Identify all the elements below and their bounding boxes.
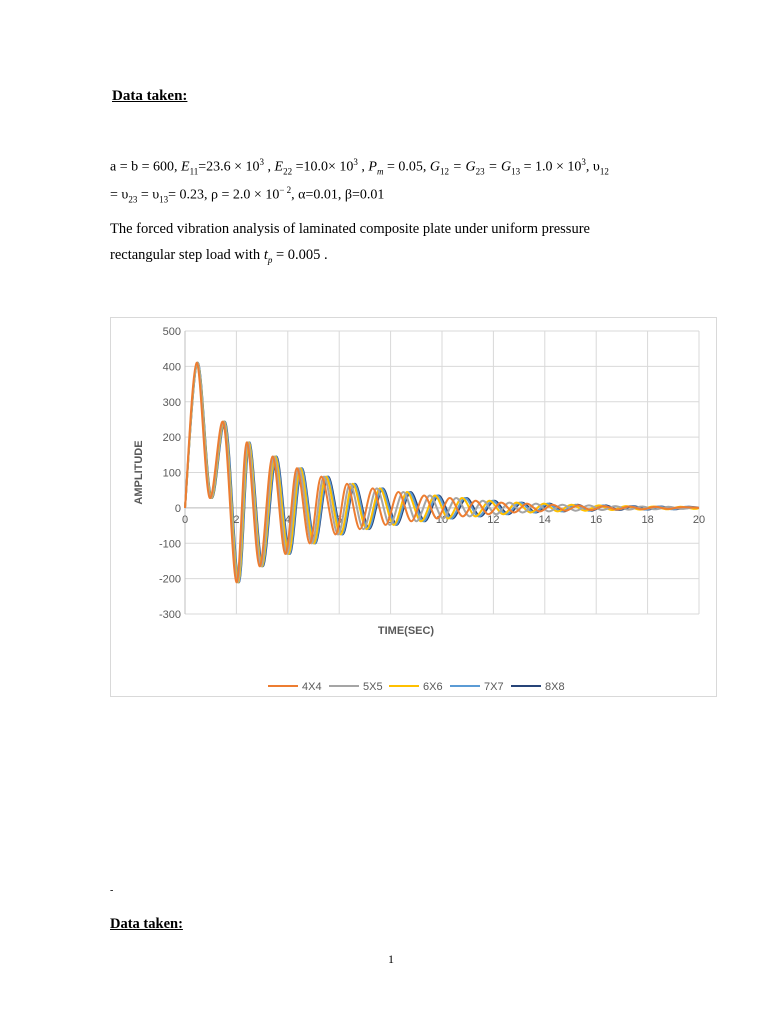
x-tick-label: 16 [590,513,603,526]
y-tick-label: 500 [162,326,181,338]
param-g-value: = 1.0 × 10 [523,159,582,175]
param-nu13-sub: 13 [159,194,169,205]
y-tick-label: 200 [162,432,181,445]
param-alpha-beta: , α=0.01, β=0.01 [291,187,385,203]
y-tick-label: 300 [162,396,181,409]
param-pm-sub: m [376,166,384,177]
amplitude-time-chart [111,318,716,696]
heading-data-taken: Data taken: [112,88,188,104]
x-tick-label: 2 [233,513,240,526]
param-e22-symbol: E [274,159,284,175]
x-tick-label: 14 [538,513,551,526]
y-tick-label: -300 [158,609,181,621]
param-g12-symbol: G [429,159,440,175]
legend-label-8x8: 8X8 [545,681,565,693]
x-axis-title: TIME(SEC) [377,625,435,637]
param-e22-exp: 3 [353,157,358,167]
parameters-line-2 [110,185,384,204]
param-pm-symbol: P [368,159,377,175]
x-tick-label: 6 [336,513,343,526]
y-axis-title: AMPLITUDE [133,440,145,505]
param-ab: a = b = 600, [110,159,178,175]
y-tick-label: -100 [158,538,181,551]
param-g-exp: 3 [581,157,586,167]
x-tick-label: 12 [487,513,500,526]
legend-label-7x7: 7X7 [484,681,504,693]
description-line-1: The forced vibration analysis of laminated composite plate under uniform pressure [110,221,590,237]
x-tick-label: 18 [641,513,654,526]
tp-symbol: t [263,247,268,263]
param-g23-sub: 23 [475,166,485,177]
x-tick-label: 0 [181,513,189,526]
param-rho-exp: − 2 [279,185,292,195]
param-nu12-sub: 12 [599,166,609,177]
param-e11-symbol: E [181,159,190,175]
y-tick-label: -200 [158,573,181,586]
description-line-2 [110,247,328,265]
legend-label-5x5: 5X5 [363,681,383,693]
heading-data-taken-bottom: Data taken: [110,916,183,932]
y-tick-label: 400 [162,361,181,374]
description-text: rectangular step load with [110,247,261,263]
y-tick-label: 0 [174,502,181,515]
page-dash: - [110,885,114,896]
param-e22-value: =10.0× 10 [295,159,354,175]
chart-container [110,317,717,697]
param-e22-sub: 22 [283,166,293,177]
param-rho: = 0.23, ρ = 2.0 × 10 [168,187,280,203]
param-nu12: , υ [585,159,600,175]
page-number: 1 [388,952,394,966]
parameters-line-1: a = b = 600, $E_{11}=23.6 \times 10^3$ , $E_{22} =10.0\times 10^3$ , $P_m = 0.05$, $G_{12} = G_{23} = G_{13} = 1.0 \times 10^3$, $\upsilon_{12}$ [110,157,609,177]
param-e11-sub: 11 [189,166,199,177]
param-g12-sub: 12 [440,166,449,177]
param-e11-value: =23.6 × 10 [198,159,260,175]
param-g13-sub: 13 [511,166,521,177]
x-tick-label: 4 [284,513,291,526]
param-nu13: = υ [140,187,160,203]
legend-label-6x6: 6X6 [423,681,443,693]
param-e11-exp: 3 [259,157,265,167]
tp-value: = 0.005 . [275,247,328,263]
x-tick-label: 10 [435,513,449,526]
param-g13-symbol: = G [488,159,512,175]
x-tick-label: 20 [692,513,706,526]
param-pm-value: = 0.05, [386,159,427,175]
param-nu23: = υ [110,187,129,203]
x-tick-label: 8 [387,513,394,526]
tp-sub: p [267,254,273,265]
legend-label-4x4: 4X4 [302,681,322,693]
y-tick-label: 100 [162,467,181,480]
param-g23-symbol: = G [452,159,476,175]
param-nu23-sub: 23 [128,194,138,205]
